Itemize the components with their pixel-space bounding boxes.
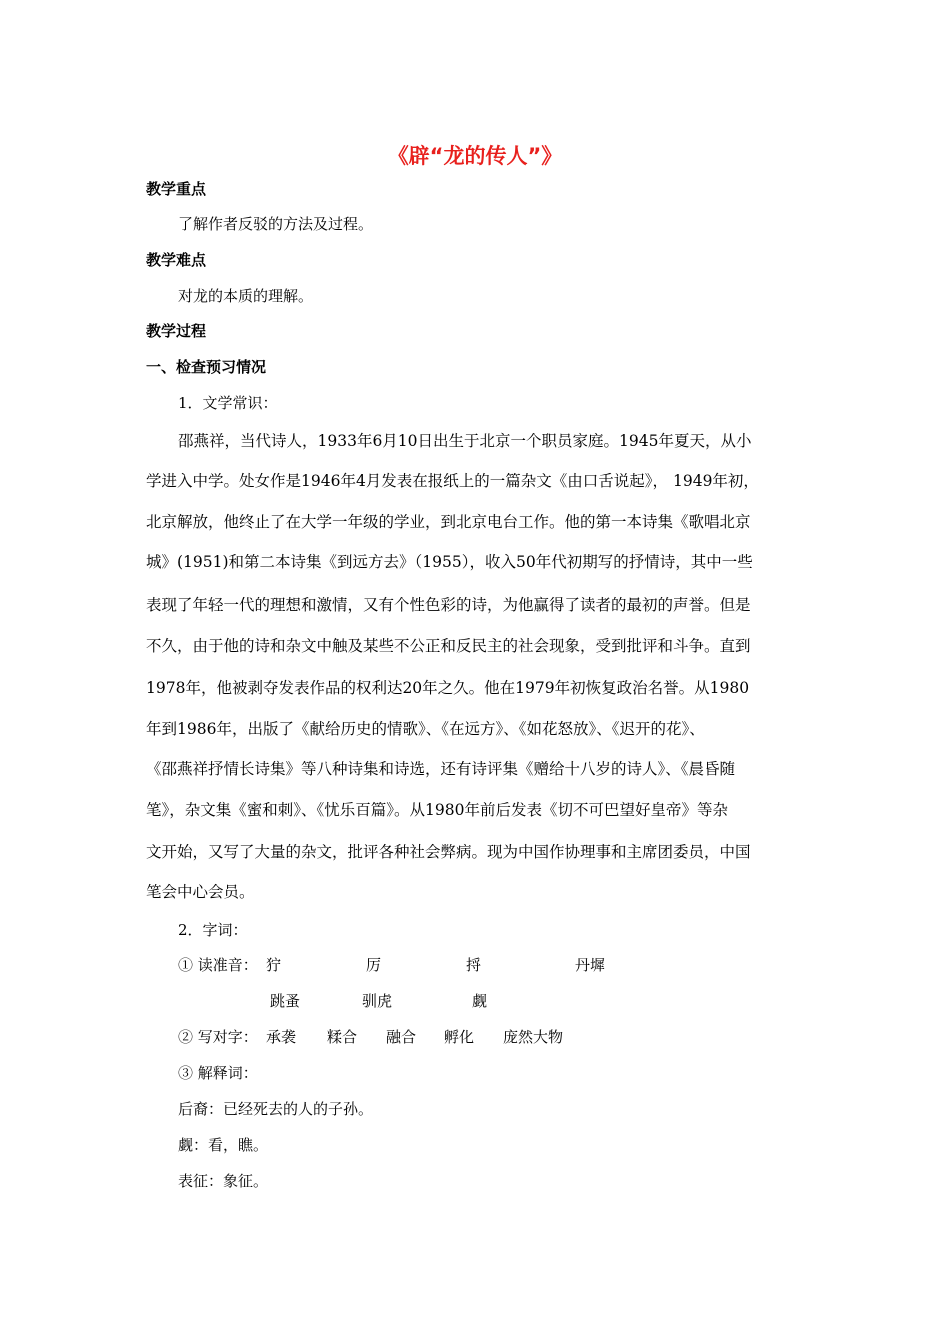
key-point-text: 了解作者反驳的方法及过程。 xyxy=(178,215,374,233)
write-word: 承袭 xyxy=(266,1028,297,1046)
explain-entry: 表征：象征。 xyxy=(178,1172,269,1190)
bio-line: 1978年，他被剥夺发表作品的权利达20年之久。他在1979年初恢复政治名誉。从1980 xyxy=(146,679,750,697)
bio-line: 年到1986年，出版了《献给历史的情歌》、《在远方》、《如花怒放》、《迟开的花》、 xyxy=(146,720,705,738)
write-label: ② 写对字： xyxy=(178,1028,258,1046)
write-word: 融合 xyxy=(386,1028,417,1046)
item1-label: 1．文学常识： xyxy=(178,394,278,412)
explain-entry: 觑：看，瞧。 xyxy=(178,1136,269,1154)
pronounce-word: 厉 xyxy=(366,956,382,974)
bio-line: 《邵燕祥抒情长诗集》等八种诗集和诗选，还有诗评集《赠给十八岁的诗人》、《晨昏随 xyxy=(146,760,736,778)
part1-heading: 一、检查预习情况 xyxy=(146,358,267,376)
page-title: 《辟“龙的传人”》 xyxy=(387,144,563,168)
pronounce-word: 驯虎 xyxy=(362,992,393,1010)
pronounce-word: 觑 xyxy=(472,992,488,1010)
write-word: 庞然大物 xyxy=(503,1028,564,1046)
bio-line: 北京解放，他终止了在大学一年级的学业，到北京电台工作。他的第一本诗集《歌唱北京 xyxy=(146,513,751,531)
bio-line: 邵燕祥，当代诗人，1933年6月10日出生于北京一个职员家庭。1945年夏天，从小 xyxy=(178,432,752,450)
pronounce-word: 丹墀 xyxy=(575,956,606,974)
bio-line: 不久，由于他的诗和杂文中触及某些不公正和反民主的社会现象，受到批评和斗争。直到 xyxy=(146,637,751,655)
pronounce-word: 捋 xyxy=(466,956,482,974)
bio-line: 笔》，杂文集《蜜和刺》、《忧乐百篇》。从1980年前后发表《切不可巴望好皇帝》等杂 xyxy=(146,801,728,819)
difficulty-heading: 教学难点 xyxy=(146,251,207,269)
item2-label: 2．字词： xyxy=(178,921,248,939)
bio-line: 学进入中学。处女作是1946年4月发表在报纸上的一篇杂文《由口舌说起》， 1949年初， xyxy=(146,472,759,490)
bio-line: 文开始，又写了大量的杂文，批评各种社会弊病。现为中国作协理事和主席团委员，中国 xyxy=(146,843,751,861)
write-word: 孵化 xyxy=(444,1028,475,1046)
difficulty-text: 对龙的本质的理解。 xyxy=(178,287,314,305)
pronounce-word: 跳蚤 xyxy=(270,992,301,1010)
bio-line: 笔会中心会员。 xyxy=(146,883,255,901)
bio-line: 城》(1951)和第二本诗集《到远方去》（1955），收入50年代初期写的抒情诗，其中一些 xyxy=(146,553,753,571)
process-heading: 教学过程 xyxy=(146,322,207,340)
pronounce-word: 狞 xyxy=(266,956,282,974)
write-word: 糅合 xyxy=(327,1028,358,1046)
key-point-heading: 教学重点 xyxy=(146,180,207,198)
explain-label: ③ 解释词： xyxy=(178,1064,258,1082)
explain-entry: 后裔：已经死去的人的子孙。 xyxy=(178,1100,374,1118)
pronounce-label: ① 读准音： xyxy=(178,956,258,974)
bio-line: 表现了年轻一代的理想和激情，又有个性色彩的诗，为他赢得了读者的最初的声誉。但是 xyxy=(146,596,751,614)
